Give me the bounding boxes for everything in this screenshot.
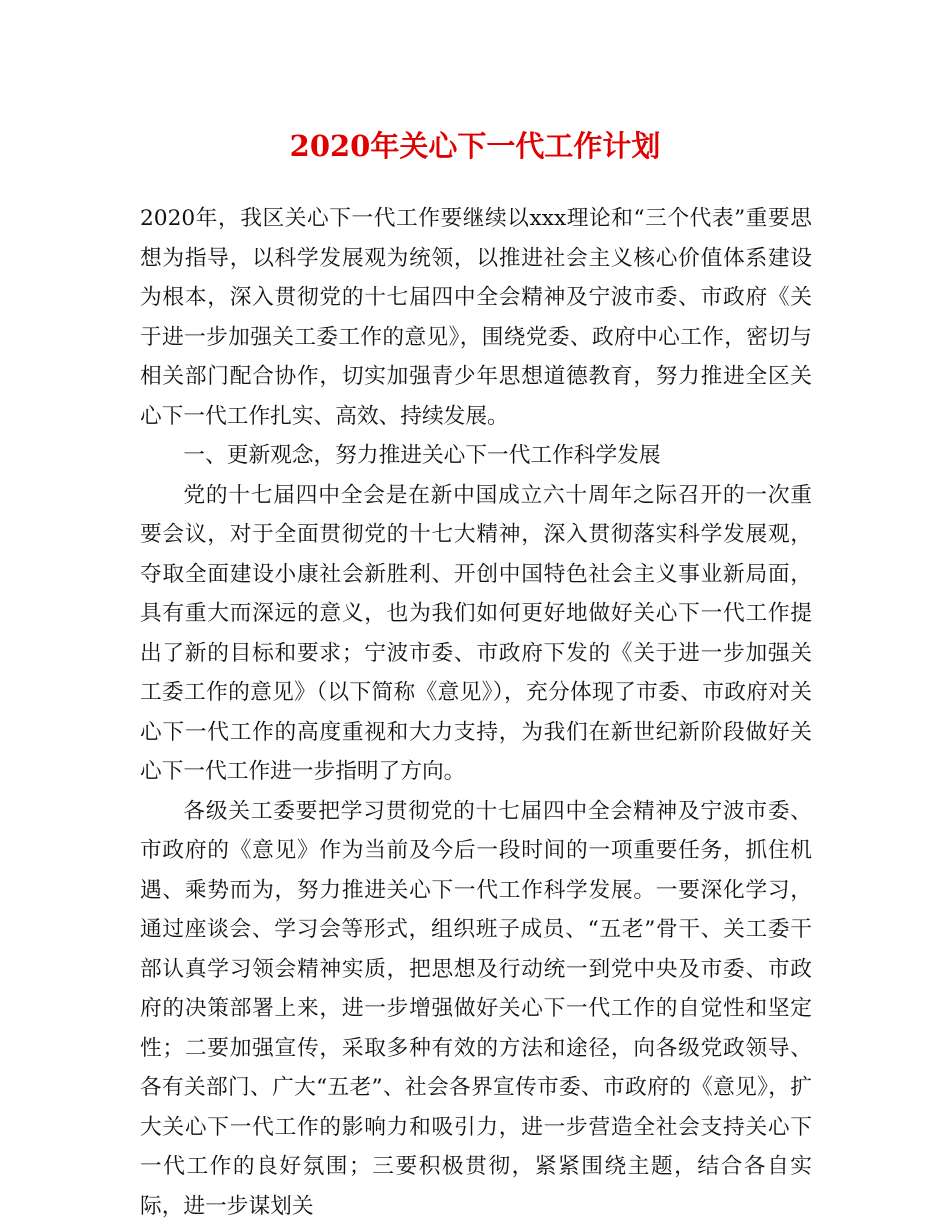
paragraph-intro: 2020年，我区关心下一代工作要继续以xxx理论和“三个代表”重要思想为指导，以科学发展观为统领，以推进社会主义核心价值体系建设为根本，深入贯彻党的十七届四中全会精神及宁波市委、市政府《关于进一步加强关工委工作的意见》，围绕党委、政府中心工作，密切与相关部门配合协作，切实加强青少年思想道德教育，努力推进全区关心下一代工作扎实、高效、持续发展。 (140, 206, 812, 429)
paragraph-body-1: 党的十七届四中全会是在新中国成立六十周年之际召开的一次重要会议，对于全面贯彻党的十七大精神，深入贯彻落实科学发展观，夺取全面建设小康社会新胜利、开创中国特色社会主义事业新局面，具有重大而深远的意义，也为我们如何更好地做好关心下一代工作提出了新的目标和要求；宁波市委、市政府下发的《关于进一步加强关工委工作的意见》（以下简称《意见》），充分体现了市委、市政府对关心下一代工作的高度重视和大力支持，为我们在新世纪新阶段做好关心下一代工作进一步指明了方向。 (140, 482, 812, 784)
paragraph-body-2: 各级关工委要把学习贯彻党的十七届四中全会精神及宁波市委、市政府的《意见》作为当前及今后一段时间的一项重要任务，抓住机遇、乘势而为，努力推进关心下一代工作科学发展。一要深化学习，通过座谈会、学习会等形式，组织班子成员、“五老”骨干、关工委干部认真学习领会精神实质，把思想及行动统一到党中央及市委、市政府的决策部署上来，进一步增强做好关心下一代工作的自觉性和坚定性；二要加强宣传，采取多种有效的方法和途径，向各级党政领导、各有关部门、广大“五老”、社会各界宣传市委、市政府的《意见》，扩大关心下一代工作的影响力和吸引力，进一步营造全社会支持关心下一代工作的良好氛围；三要积极贯彻，紧紧围绕主题，结合各自实际，进一步谋划关 (140, 798, 812, 1219)
document-title: 2020年关心下一代工作计划 (289, 129, 661, 163)
document-body (140, 199, 812, 1226)
section-heading-1: 一、更新观念，努力推进关心下一代工作科学发展 (183, 443, 661, 468)
